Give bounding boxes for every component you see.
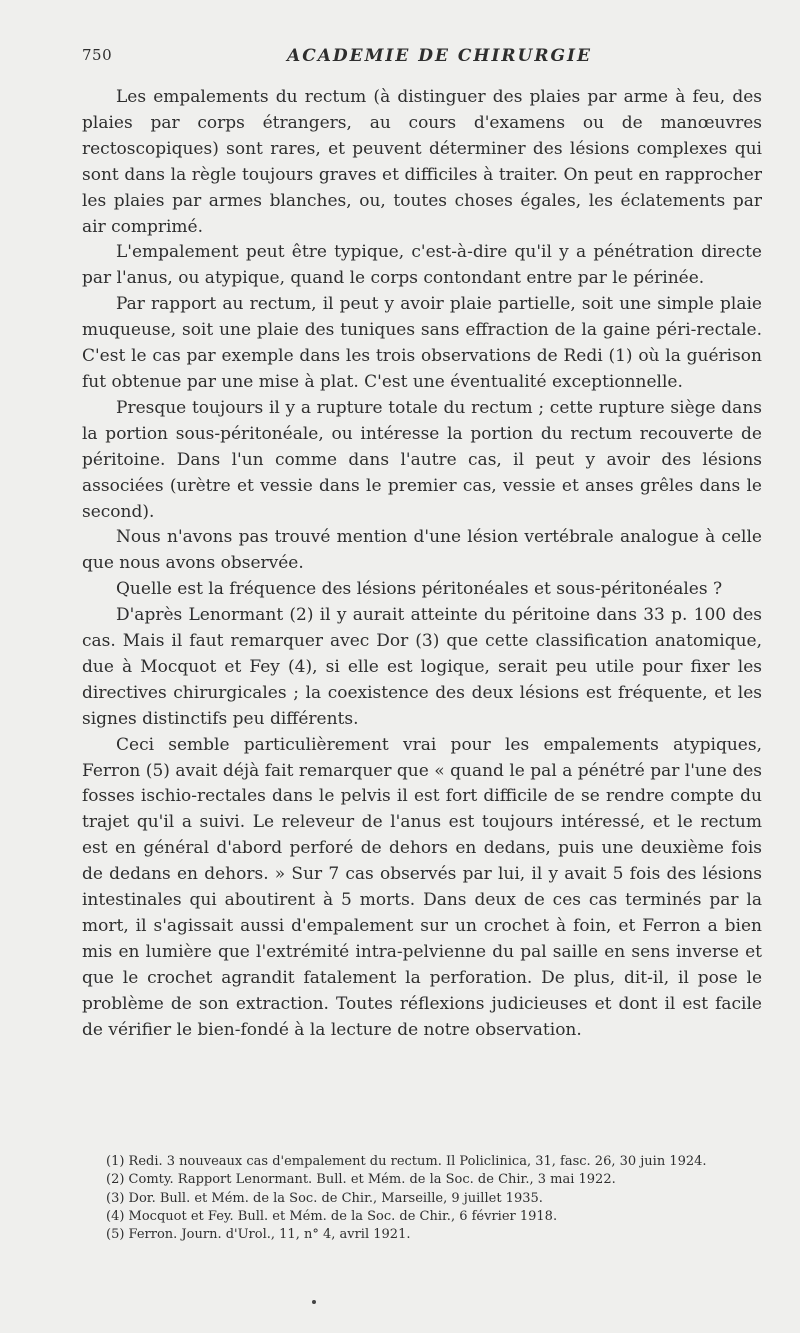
paragraph: Les empalements du rectum (à distinguer des plaies par arme à feu, des plaies par corps étrangers, au cours d'examens ou de manœuvres rectoscopiques) sont rares, et peuvent déterminer des lésions complexes qui sont dans la règle toujours graves et difficiles à traiter. On peut en rapprocher les plaies par armes blanches, ou, toutes choses égales, les éclatements par air comprimé. (82, 87, 762, 237)
paragraph: Nous n'avons pas trouvé mention d'une lésion vertébrale analogue à celle que nous avons observée. (82, 527, 762, 574)
paragraph: Presque toujours il y a rupture totale du rectum ; cette rupture siège dans la portion sous-péritonéale, ou intéresse la portion du rectum recouverte de péritoine. Dans l'un comme dans l'autre cas, il peut y avoir des lésions associées (urètre et vessie dans le premier cas, vessie et anses grêles dans le second). (82, 397, 762, 522)
print-speck (312, 1300, 316, 1304)
page-header (82, 46, 762, 72)
footnote: (5) Ferron. Journ. d'Urol., 11, n° 4, avril 1921. (106, 1227, 411, 1243)
paragraph: Par rapport au rectum, il peut y avoir plaie partielle, soit une simple plaie muqueuse, soit une plaie des tuniques sans effraction de la gaine péri-rectale. C'est le cas par exemple dans les trois observations de Redi (1) où la guérison fut obtenue par une mise à plat. C'est une éventualité exceptionnelle. (82, 294, 762, 392)
page-number: 750 (82, 46, 113, 64)
running-title: ACADEMIE DE CHIRURGIE (287, 46, 592, 66)
body-text (82, 85, 762, 1044)
footnote: (1) Redi. 3 nouveaux cas d'empalement du rectum. Il Policlinica, 31, fasc. 26, 30 juin 1924. (106, 1154, 707, 1169)
paragraph: Quelle est la fréquence des lésions péritonéales et sous-péritonéales ? (116, 579, 723, 600)
paragraph: Ceci semble particulièrement vrai pour les empalements atypiques, Ferron (5) avait déjà fait remarquer que « quand le pal a pénétré par l'une des fosses ischio-rectales dans le pelvis il est fort difficile de se rendre compte du trajet qu'il a suivi. Le releveur de l'anus est toujours intéressé, et le rectum est en général d'abord perforé de dehors en dedans, puis une deuxième fois de dedans en dehors. » Sur 7 cas observés par lui, il y avait 5 fois des lésions intestinales qui aboutirent à 5 morts. Dans deux de ces cas terminés par la mort, il s'agissait aussi d'empalement sur un crochet à foin, et Ferron a bien mis en lumière que l'extrémité intra-pelvienne du pal saille en sens inverse et que le crochet agrandit fatalement la perforation. De plus, dit-il, il pose le problème de son extraction. Toutes réflexions judicieuses et dont il est facile de vérifier le bien-fondé à la lecture de notre observation. (82, 734, 762, 1040)
footnote: (4) Mocquot et Fey. Bull. et Mém. de la Soc. de Chir., 6 février 1918. (106, 1208, 558, 1224)
footnote: (2) Comty. Rapport Lenormant. Bull. et Mém. de la Soc. de Chir., 3 mai 1922. (106, 1172, 616, 1188)
footnote: (3) Dor. Bull. et Mém. de la Soc. de Chir., Marseille, 9 juillet 1935. (106, 1190, 543, 1206)
footnotes (82, 1153, 762, 1244)
paragraph: D'après Lenormant (2) il y aurait atteinte du péritoine dans 33 p. 100 des cas. Mais il faut remarquer avec Dor (3) que cette classification anatomique, due à Mocquot et Fey (4), si elle est logique, serait peu utile pour fixer les directives chirurgicales ; la coexistence des deux lésions est fréquente, et les signes distinctifs peu différents. (82, 605, 762, 729)
paragraph: L'empalement peut être typique, c'est-à-dire qu'il y a pénétration directe par l'anus, ou atypique, quand le corps contondant entre par le périnée. (82, 242, 762, 289)
